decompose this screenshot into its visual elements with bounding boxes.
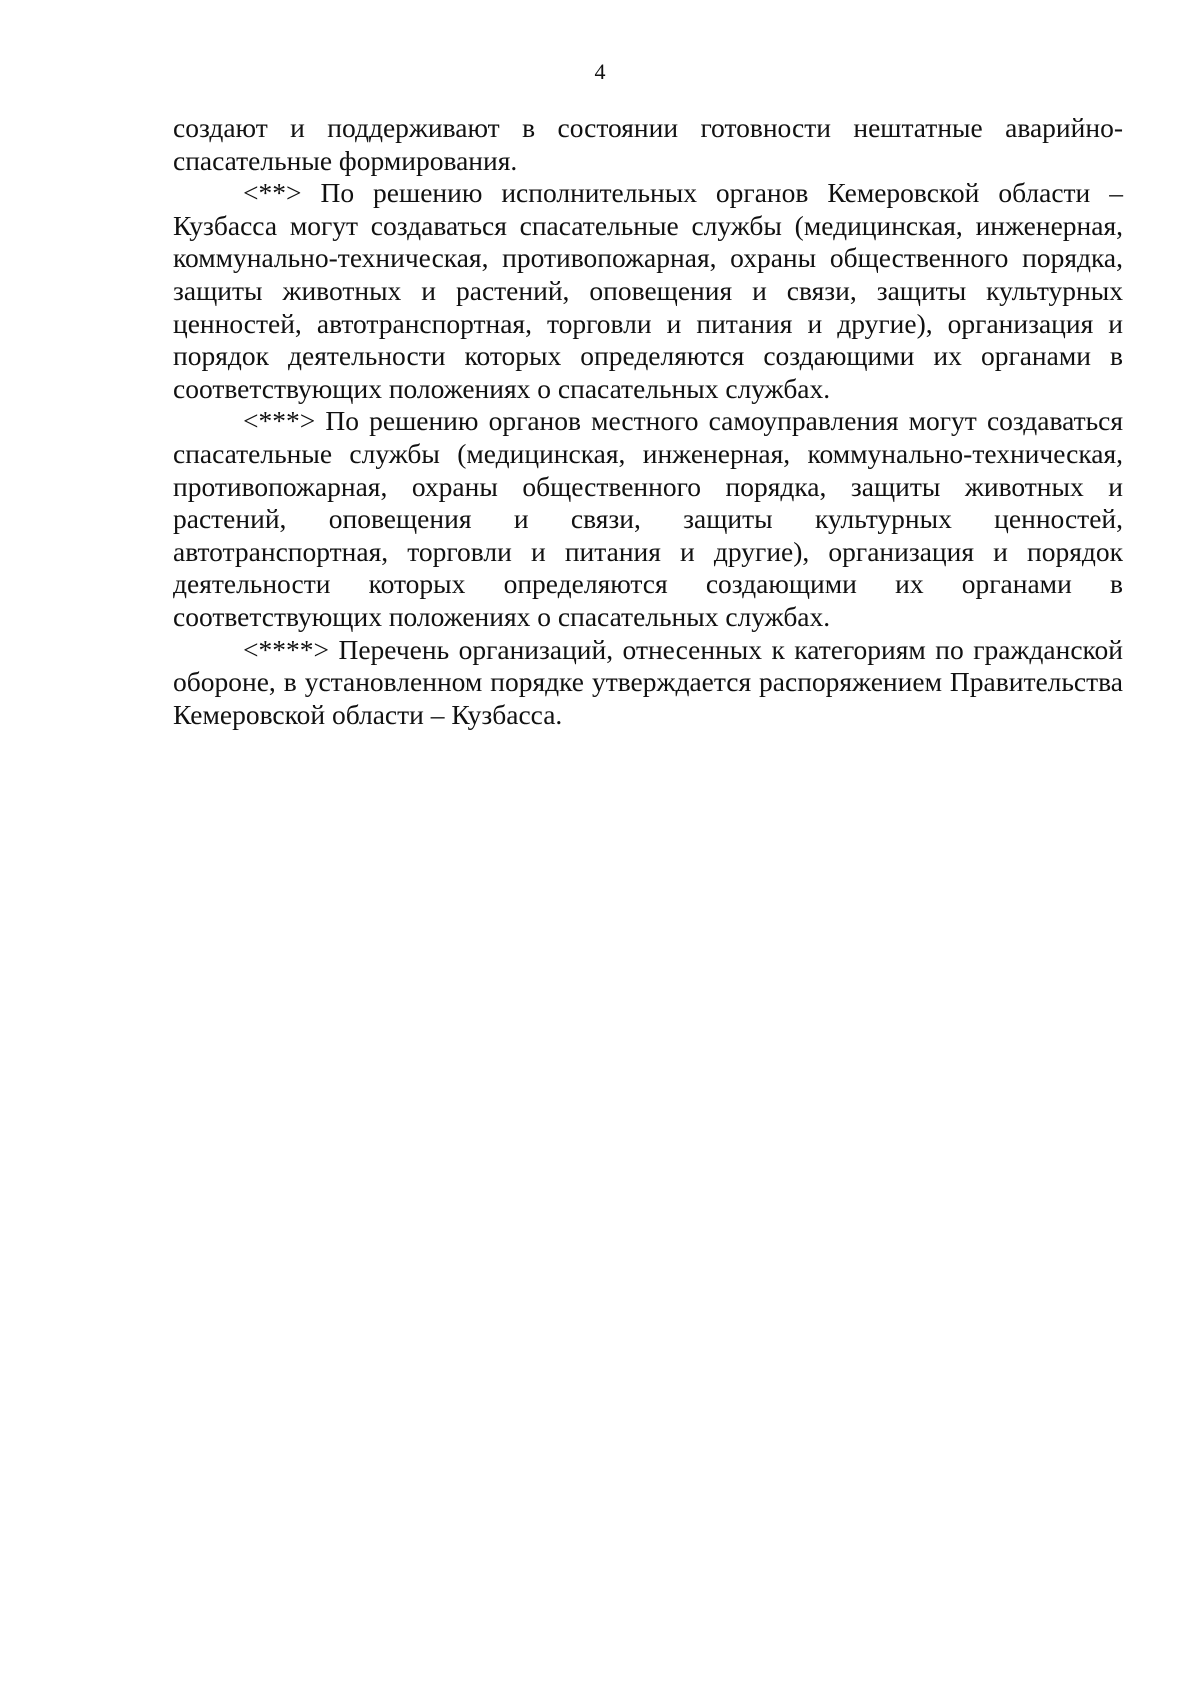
paragraph-continuation: создают и поддерживают в состоянии готовности нештатные аварийно-спасательные формирования. [173, 112, 1123, 176]
footnote-organizations-list: <****> Перечень организаций, отнесенных к категориям по гражданской обороне, в установленном порядке утверждается распоряжением Правительства Кемеровской области – Кузбасса. [173, 633, 1123, 730]
page-number: 4 [594, 59, 606, 84]
footnote-rescue-services-local: <***> По решению органов местного самоуправления могут создаваться спасательные службы (медицинская, инженерная, коммунально-техническая, противопожарная, охраны общественного порядка, защиты животных и растений, оповещения и связи, защиты культурных ценностей, автотранспортная, торговли и питания и другие), организация и порядок деятельности которых определяются создающими их органами в соответствующих положениях о спасательных службах. [173, 405, 1123, 632]
document-body [173, 112, 1123, 731]
footnote-rescue-services-regional: <**> По решению исполнительных органов Кемеровской области – Кузбасса могут создаваться спасательные службы (медицинская, инженерная, коммунально-техническая, противопожарная, охраны общественного порядка, защиты животных и растений, оповещения и связи, защиты культурных ценностей, автотранспортная, торговли и питания и другие), организация и порядок деятельности которых определяются создающими их органами в соответствующих положениях о спасательных службах. [173, 177, 1123, 404]
